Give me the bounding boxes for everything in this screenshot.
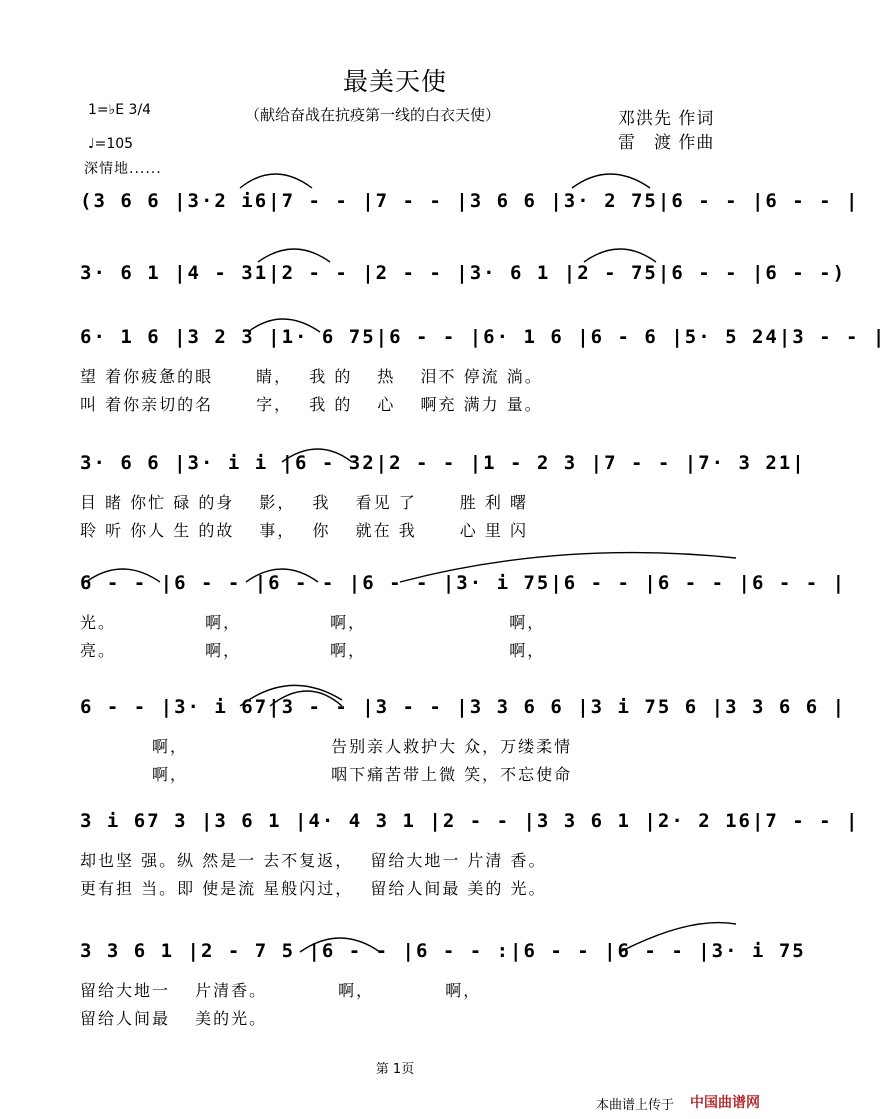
lyric-line: 目 睹 你忙 碌 的身 影， 我 看见 了 胜 利 曙 — [80, 493, 528, 512]
notation-row: 6 - - |6 - - |6 - - |6 - - |3· i 75|6 - - |6 - - |6 - - | — [80, 572, 847, 594]
slur — [248, 319, 320, 332]
slur — [620, 923, 736, 952]
slur — [246, 569, 318, 582]
lyric-line: 亮。 啊， 啊， 啊， — [80, 641, 546, 660]
slur — [282, 449, 352, 462]
slur — [240, 174, 312, 188]
notation-row: (3 6 6 |3·2 i6|7 - - |7 - - |3 6 6 |3· 2 75|6 - - |6 - - | — [80, 190, 860, 212]
tempo-marking: ♩=105 — [88, 136, 134, 152]
composer-credit: 雷 渡 作曲 — [618, 133, 715, 153]
song-title: 最美天使 — [342, 67, 447, 96]
key-signature: 1=♭E 3/4 — [88, 102, 152, 118]
notation-row: 3 i 67 3 |3 6 1 |4· 4 3 1 |2 - - |3 3 6 1 |2· 2 16|7 - - | — [80, 810, 860, 832]
notation-row: 3· 6 6 |3· i i |6 - 32|2 - - |1 - 2 3 |7 - - |7· 3 21| — [80, 452, 806, 474]
slur — [584, 249, 656, 262]
lyric-line: 叫 着你亲切的名 字， 我 的 心 啊充 满力 量。 — [80, 395, 543, 414]
lyric-line: 望 着你疲惫的眼 睛， 我 的 热 泪不 停流 淌。 — [80, 367, 543, 386]
slur — [572, 174, 650, 188]
song-subtitle: （献给奋战在抗疫第一线的白衣天使） — [245, 106, 501, 124]
expression-marking: 深情地...... — [84, 161, 162, 177]
lyric-line: 啊， 咽下痛苦带上微 笑，不忘使命 — [80, 765, 573, 784]
site-logo: 中国曲谱网 — [690, 1095, 760, 1111]
lyricist-credit: 邓洪先 作词 — [618, 109, 715, 129]
lyric-line: 留给人间最 美的光。 — [80, 1009, 268, 1028]
notation-row: 6· 1 6 |3 2 3 |1· 6 75|6 - - |6· 1 6 |6 - 6 |5· 5 24|3 - - | — [80, 326, 886, 348]
lyric-line: 啊， 告别亲人救护大 众，万缕柔情 — [80, 737, 573, 756]
lyric-line: 留给大地一 片清香。 啊， 啊， — [80, 981, 482, 1000]
slur — [300, 938, 380, 952]
lyric-line: 聆 听 你人 生 的故 事， 你 就在 我 心 里 闪 — [80, 521, 528, 540]
slur — [258, 249, 330, 262]
slur — [270, 691, 342, 706]
lyric-line: 却也坚 强。纵 然是一 去不复返， 留给大地一 片清 香。 — [80, 851, 547, 870]
upload-note: 本曲谱上传于 — [596, 1098, 675, 1113]
notation-row: 3· 6 1 |4 - 31|2 - - |2 - - |3· 6 1 |2 - 75|6 - - |6 - -) — [80, 262, 847, 284]
slur — [86, 569, 160, 582]
notation-row: 6 - - |3· i 67|3 - - |3 - - |3 3 6 6 |3 i 75 6 |3 3 6 6 | — [80, 696, 847, 718]
slur — [400, 553, 736, 582]
page-number: 第 1页 — [375, 1062, 415, 1077]
notation-row: 3 3 6 1 |2 - 7 5 |6 - - |6 - - :|6 - - |6 - - |3· i 75 — [80, 940, 806, 962]
lyric-line: 光。 啊， 啊， 啊， — [80, 613, 546, 632]
lyric-line: 更有担 当。即 使是流 星般闪过， 留给人间最 美的 光。 — [80, 879, 547, 898]
